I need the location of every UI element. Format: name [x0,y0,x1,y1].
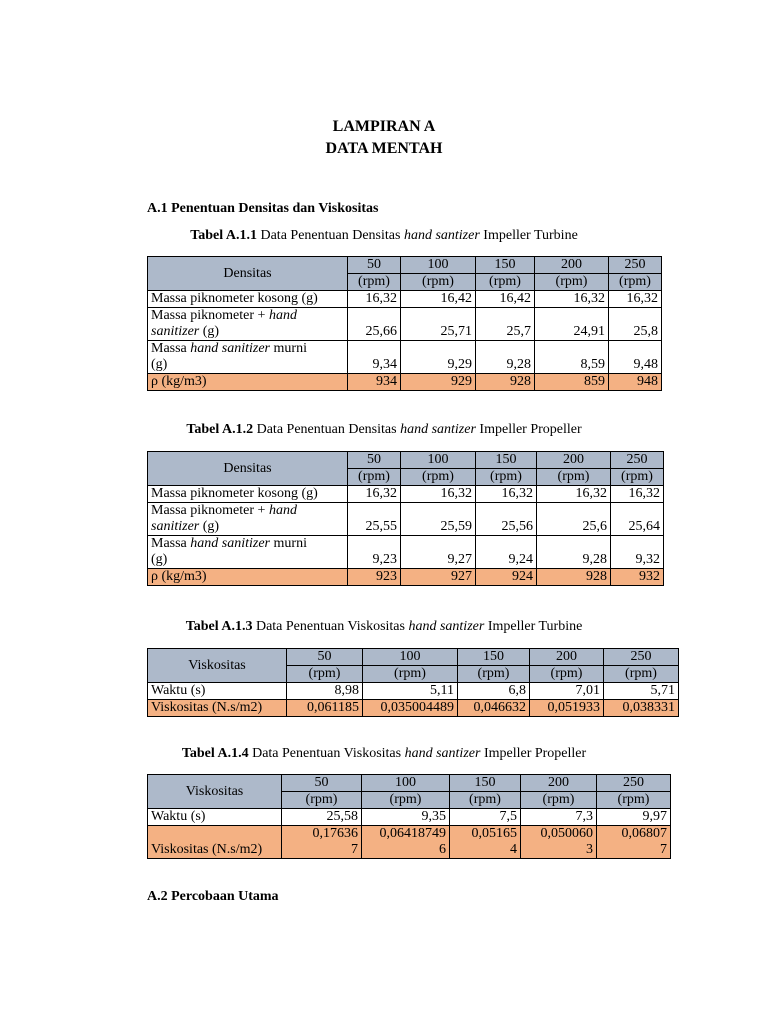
table-row [148,341,662,374]
cell-value: 948 [609,374,662,391]
cell-value: 7,3 [521,809,597,826]
rpm-unit: (rpm) [348,469,401,486]
rpm-header: 250 [609,257,662,274]
row-label: Waktu (s) [148,683,287,700]
table-caption: Tabel A.1.3 Data Penentuan Viskositas hand santizer Impeller Turbine [185,619,583,634]
cell-value: 0,061185 [287,700,363,717]
row-label: Massa piknometer kosong (g) [148,486,348,503]
cell-value: 25,58 [282,809,362,826]
rpm-unit: (rpm) [521,792,597,809]
cell-value: 5,71 [604,683,679,700]
rpm-unit: (rpm) [362,792,450,809]
rpm-unit: (rpm) [476,469,537,486]
table-row [148,809,671,826]
rpm-header: 150 [476,452,537,469]
rpm-header: 150 [458,649,530,666]
cell-value: 8,98 [287,683,363,700]
cell-value: 0,06807 7 [597,826,671,859]
row-label: Massa piknometer kosong (g) [148,291,348,308]
rpm-unit: (rpm) [348,274,401,291]
rpm-header: 250 [597,775,671,792]
cell-value: 25,56 [476,503,537,536]
section-heading-a2: A.2 Percobaan Utama [147,889,279,904]
row-label: ρ (kg/m3) [148,374,348,391]
rpm-header: 200 [530,649,604,666]
cell-value: 9,27 [401,536,476,569]
rpm-header: 100 [401,257,476,274]
row-label: Massa hand sanitizer murni (g) [148,341,348,374]
cell-value: 16,32 [535,291,609,308]
rpm-unit: (rpm) [450,792,521,809]
cell-value: 25,6 [537,503,611,536]
table-caption: Tabel A.1.2 Data Penentuan Densitas hand santizer Impeller Propeller [186,422,582,437]
cell-value: 16,32 [537,486,611,503]
cell-value: 8,59 [535,341,609,374]
cell-value: 25,59 [401,503,476,536]
rpm-unit: (rpm) [476,274,535,291]
table-row-highlight [148,826,671,859]
rpm-unit: (rpm) [401,274,476,291]
cell-value: 928 [476,374,535,391]
table-row [148,536,664,569]
rpm-header: 50 [282,775,362,792]
rpm-header: 150 [476,257,535,274]
cell-value: 0,046632 [458,700,530,717]
cell-value: 16,32 [401,486,476,503]
cell-value: 0,035004489 [363,700,458,717]
rpm-header: 200 [521,775,597,792]
cell-value: 7,5 [450,809,521,826]
cell-value: 0,06418749 6 [362,826,450,859]
rpm-header: 50 [348,452,401,469]
rpm-unit: (rpm) [363,666,458,683]
density-table-turbine [147,256,662,391]
cell-value: 16,32 [348,486,401,503]
cell-value: 9,23 [348,536,401,569]
rpm-header: 250 [611,452,664,469]
cell-value: 924 [476,569,537,586]
cell-value: 16,42 [476,291,535,308]
rpm-unit: (rpm) [535,274,609,291]
section-heading-a1: A.1 Penentuan Densitas dan Viskositas [147,201,379,216]
row-label: Waktu (s) [148,809,282,826]
cell-value: 25,71 [401,308,476,341]
cell-value: 934 [348,374,401,391]
cell-value: 859 [535,374,609,391]
cell-value: 16,32 [476,486,537,503]
rpm-unit: (rpm) [604,666,679,683]
table-header: Viskositas [148,775,282,809]
row-label: Massa piknometer + hand sanitizer (g) [148,503,348,536]
cell-value: 9,28 [537,536,611,569]
cell-value: 923 [348,569,401,586]
table-caption: Tabel A.1.1 Data Penentuan Densitas hand santizer Impeller Turbine [190,228,578,243]
cell-value: 9,97 [597,809,671,826]
table-header: Densitas [148,257,348,291]
cell-value: 16,32 [611,486,664,503]
cell-value: 0,038331 [604,700,679,717]
cell-value: 7,01 [530,683,604,700]
table-header: Densitas [148,452,348,486]
row-label: Viskositas (N.s/m2) [148,826,282,859]
table-row [148,308,662,341]
rpm-header: 50 [287,649,363,666]
cell-value: 932 [611,569,664,586]
rpm-header: 50 [348,257,401,274]
cell-value: 9,34 [348,341,401,374]
table-row [148,683,679,700]
cell-value: 0,17636 7 [282,826,362,859]
cell-value: 9,32 [611,536,664,569]
rpm-header: 250 [604,649,679,666]
cell-value: 927 [401,569,476,586]
cell-value: 9,28 [476,341,535,374]
table-caption: Tabel A.1.4 Data Penentuan Viskositas hand santizer Impeller Propeller [181,746,587,761]
cell-value: 25,8 [609,308,662,341]
cell-value: 0,050060 3 [521,826,597,859]
doc-subtitle: DATA MENTAH [325,140,443,157]
row-label: ρ (kg/m3) [148,569,348,586]
table-row-highlight [148,569,664,586]
cell-value: 25,55 [348,503,401,536]
row-label: Massa hand sanitizer murni (g) [148,536,348,569]
rpm-header: 200 [537,452,611,469]
rpm-header: 200 [535,257,609,274]
cell-value: 25,64 [611,503,664,536]
doc-title: LAMPIRAN A [332,118,436,135]
row-label: Massa piknometer + hand sanitizer (g) [148,308,348,341]
cell-value: 9,35 [362,809,450,826]
table-header: Viskositas [148,649,287,683]
rpm-unit: (rpm) [401,469,476,486]
cell-value: 0,05165 4 [450,826,521,859]
rpm-unit: (rpm) [609,274,662,291]
cell-value: 16,42 [401,291,476,308]
cell-value: 9,29 [401,341,476,374]
table-row-highlight [148,700,679,717]
rpm-unit: (rpm) [282,792,362,809]
rpm-unit: (rpm) [530,666,604,683]
cell-value: 929 [401,374,476,391]
rpm-unit: (rpm) [611,469,664,486]
row-label: Viskositas (N.s/m2) [148,700,287,717]
cell-value: 25,7 [476,308,535,341]
rpm-unit: (rpm) [597,792,671,809]
density-table-propeller [147,451,664,586]
cell-value: 24,91 [535,308,609,341]
cell-value: 0,051933 [530,700,604,717]
cell-value: 5,11 [363,683,458,700]
rpm-header: 100 [363,649,458,666]
cell-value: 928 [537,569,611,586]
cell-value: 16,32 [348,291,401,308]
viscosity-table-propeller [147,774,671,859]
table-row [148,291,662,308]
table-row-highlight [148,374,662,391]
cell-value: 9,24 [476,536,537,569]
viscosity-table-turbine [147,648,679,717]
rpm-header: 150 [450,775,521,792]
table-row [148,486,664,503]
rpm-unit: (rpm) [458,666,530,683]
cell-value: 25,66 [348,308,401,341]
rpm-header: 100 [362,775,450,792]
cell-value: 6,8 [458,683,530,700]
rpm-unit: (rpm) [287,666,363,683]
rpm-header: 100 [401,452,476,469]
cell-value: 9,48 [609,341,662,374]
cell-value: 16,32 [609,291,662,308]
rpm-unit: (rpm) [537,469,611,486]
table-row [148,503,664,536]
